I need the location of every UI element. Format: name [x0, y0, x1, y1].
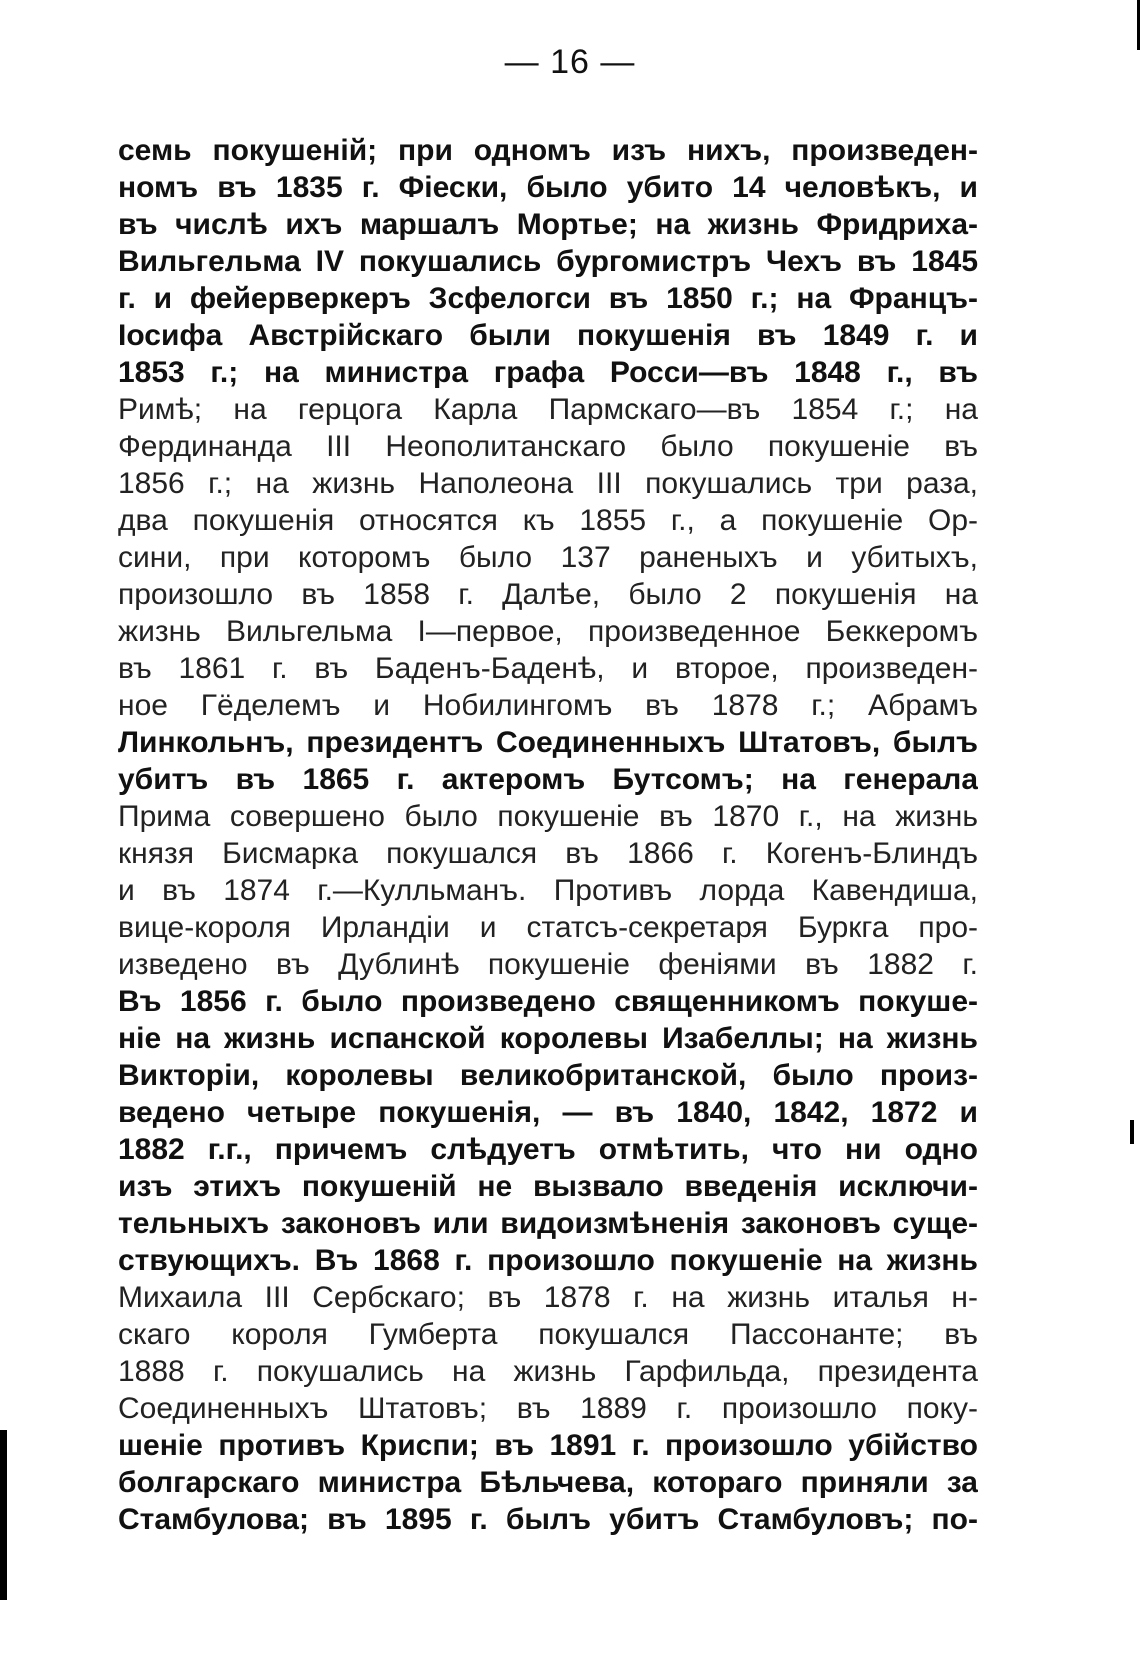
text-line: Стамбулова; въ 1895 г. былъ убитъ Стамбуловъ; по- — [118, 1503, 978, 1536]
text-line: семь покушеній; при одномъ изъ нихъ, произведен- — [118, 134, 978, 167]
text-line: убитъ въ 1865 г. актеромъ Бутсомъ; на генерала — [118, 763, 978, 796]
text-line: Въ 1856 г. было произведено священникомъ покуше- — [118, 985, 978, 1018]
text-line: 1856 г.; на жизнь Наполеона III покушались три раза, — [118, 467, 978, 500]
text-line: болгарскаго министра Бѣльчева, котораго приняли за — [118, 1466, 978, 1499]
text-line: произошло въ 1858 г. Далѣе, было 2 покушенія на — [118, 578, 978, 611]
text-line: и въ 1874 г.—Кулльманъ. Противъ лорда Кавендиша, — [118, 874, 978, 907]
text-line: скаго короля Гумберта покушался Пассонанте; въ — [118, 1318, 978, 1351]
text-line: Соединенныхъ Штатовъ; въ 1889 г. произошло поку- — [118, 1392, 978, 1425]
scan-edge-mark-right — [1130, 1120, 1134, 1144]
text-line: 1853 г.; на министра графа Росси—въ 1848 г., въ — [118, 356, 978, 389]
text-line: 1882 г.г., причемъ слѣдуетъ отмѣтить, что ни одно — [118, 1133, 978, 1166]
text-line: Іосифа Австрійскаго были покушенія въ 1849 г. и — [118, 319, 978, 352]
text-line: вице-короля Ирландіи и статсъ-секретаря Буркга про- — [118, 911, 978, 944]
text-line: два покушенія относятся къ 1855 г., а покушеніе Ор- — [118, 504, 978, 537]
text-line: ніе на жизнь испанской королевы Изабеллы; на жизнь — [118, 1022, 978, 1055]
text-line: Римѣ; на герцога Карла Пармскаго—въ 1854 г.; на — [118, 393, 978, 426]
text-line: изведено въ Дублинѣ покушеніе феніями въ 1882 г. — [118, 948, 978, 981]
text-line: Фердинанда III Неополитанскаго было покушеніе въ — [118, 430, 978, 463]
text-line: въ числѣ ихъ маршалъ Мортье; на жизнь Фридриха- — [118, 208, 978, 241]
page-number: — 16 — — [504, 43, 636, 81]
text-line: номъ въ 1835 г. Фіески, было убито 14 человѣкъ, и — [118, 171, 978, 204]
scan-edge-mark-bottom-left — [0, 1430, 7, 1600]
text-line: въ 1861 г. въ Баденъ-Баденѣ, и второе, произведен- — [118, 652, 978, 685]
text-line: Линкольнъ, президентъ Соединенныхъ Штатовъ, былъ — [118, 726, 978, 759]
text-line: сини, при которомъ было 137 раненыхъ и убитыхъ, — [118, 541, 978, 574]
text-line: Вильгельма IV покушались бургомистръ Чехъ въ 1845 — [118, 245, 978, 278]
body-text — [118, 132, 978, 1538]
text-line: ное Гёделемъ и Нобилингомъ въ 1878 г.; Абрамъ — [118, 689, 978, 722]
text-line: Михаила III Сербскаго; въ 1878 г. на жизнь италья н- — [118, 1281, 978, 1314]
text-line: Викторіи, королевы великобританской, было произ- — [118, 1059, 978, 1092]
text-line: ствующихъ. Въ 1868 г. произошло покушеніе на жизнь — [118, 1244, 978, 1277]
text-line: Прима совершено было покушеніе въ 1870 г., на жизнь — [118, 800, 978, 833]
text-line: 1888 г. покушались на жизнь Гарфильда, президента — [118, 1355, 978, 1388]
text-line: ведено четыре покушенія, — въ 1840, 1842, 1872 и — [118, 1096, 978, 1129]
text-line: шеніе противъ Криспи; въ 1891 г. произошло убійство — [118, 1429, 978, 1462]
text-line: г. и фейерверкеръ Зсфелогси въ 1850 г.; на Францъ- — [118, 282, 978, 315]
text-line: князя Бисмарка покушался въ 1866 г. Когенъ-Блиндъ — [118, 837, 978, 870]
text-line: тельныхъ законовъ или видоизмѣненія законовъ суще- — [118, 1207, 978, 1240]
text-line: жизнь Вильгельма I—первое, произведенное Беккеромъ — [118, 615, 978, 648]
text-line: изъ этихъ покушеній не вызвало введенія исключи- — [118, 1170, 978, 1203]
